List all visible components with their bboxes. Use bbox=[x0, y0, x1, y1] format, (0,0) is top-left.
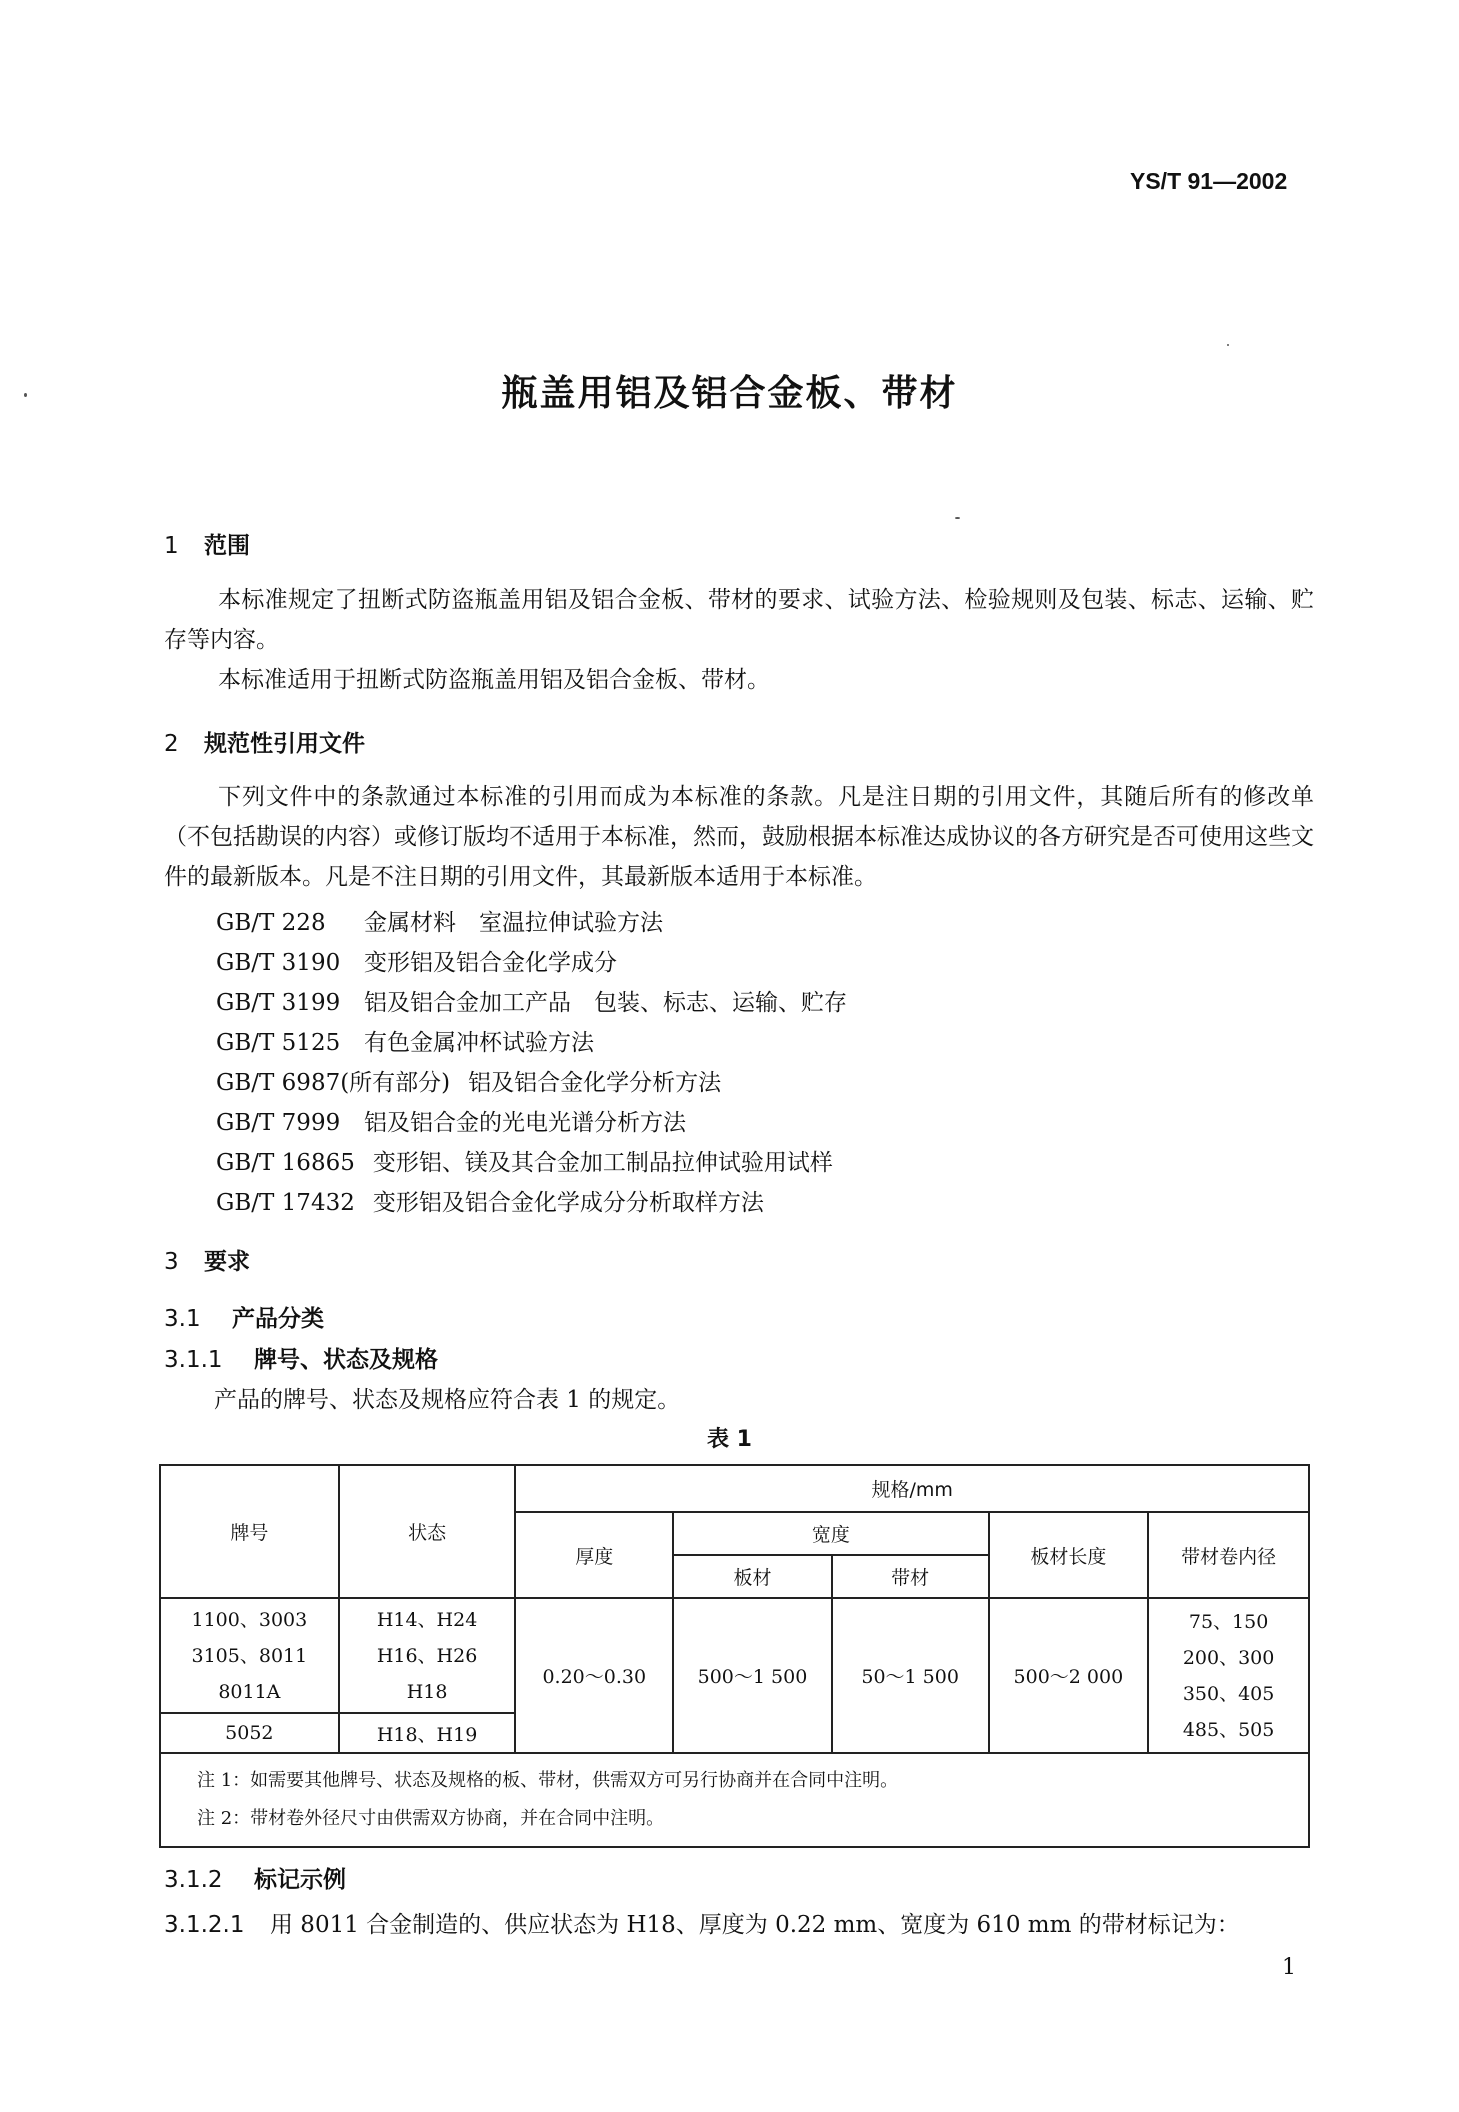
reference-code: GB/T 16865 bbox=[216, 1150, 355, 1176]
section-1-paragraph-1: 本标准规定了扭断式防盗瓶盖用铝及铝合金板、带材的要求、试验方法、检验规则及包装、标志、运输、贮存等内容。 bbox=[164, 587, 1314, 653]
section-number: 3.1 bbox=[164, 1306, 201, 1332]
reference-title: 变形铝及铝合金化学成分分析取样方法 bbox=[372, 1190, 764, 1216]
reference-title: 铝及铝合金的光电光谱分析方法 bbox=[364, 1110, 686, 1136]
reference-title: 变形铝、镁及其合金加工制品拉伸试验用试样 bbox=[372, 1150, 833, 1176]
header-coil-inner-diameter: 带材卷内径 bbox=[1148, 1512, 1309, 1598]
section-number: 3.1.2.1 bbox=[164, 1912, 245, 1938]
temper-value: H18 bbox=[406, 1680, 448, 1703]
reference-title: 有色金属冲杯试验方法 bbox=[364, 1030, 594, 1056]
reference-item bbox=[216, 1144, 833, 1177]
header-plate: 板材 bbox=[673, 1555, 832, 1598]
header-spec: 规格/mm bbox=[515, 1465, 1309, 1512]
header-plate-length: 板材长度 bbox=[989, 1512, 1149, 1598]
temper-cell bbox=[339, 1598, 516, 1713]
reference-item bbox=[216, 944, 617, 977]
section-number: 1 bbox=[164, 533, 179, 559]
reference-title: 变形铝及铝合金化学成分 bbox=[364, 950, 617, 976]
spec-table bbox=[159, 1464, 1310, 1848]
grade-value: 8011A bbox=[218, 1680, 281, 1703]
section-2-heading bbox=[164, 725, 365, 758]
reference-title: 铝及铝合金化学分析方法 bbox=[468, 1070, 722, 1096]
section-title: 标记示例 bbox=[254, 1867, 346, 1893]
table-caption: 表 1 bbox=[707, 1427, 752, 1452]
strip-width-cell: 50～1 500 bbox=[832, 1598, 989, 1753]
reference-code: GB/T 3199 bbox=[216, 990, 341, 1016]
section-1-heading bbox=[164, 527, 250, 560]
scan-speck bbox=[24, 393, 27, 397]
temper-value: H14、H24 bbox=[376, 1608, 478, 1631]
section-title: 牌号、状态及规格 bbox=[254, 1347, 438, 1373]
section-3-1-1-heading bbox=[164, 1341, 438, 1374]
temper-value: H16、H26 bbox=[376, 1644, 478, 1667]
reference-code: GB/T 7999 bbox=[216, 1110, 341, 1136]
grade-value: 3105、8011 bbox=[191, 1644, 308, 1667]
coil-id-value: 75、150 bbox=[1188, 1610, 1269, 1633]
section-1-paragraph-2: 本标准适用于扭断式防盗瓶盖用铝及铝合金板、带材。 bbox=[218, 667, 770, 693]
section-number: 2 bbox=[164, 731, 179, 757]
section-text: 用 8011 合金制造的、供应状态为 H18、厚度为 0.22 mm、宽度为 610 mm 的带材标记为： bbox=[270, 1912, 1240, 1938]
reference-code: GB/T 17432 bbox=[216, 1190, 355, 1216]
reference-item bbox=[216, 984, 847, 1017]
section-3-1-2-heading bbox=[164, 1861, 346, 1894]
section-number: 3.1.2 bbox=[164, 1867, 223, 1893]
scan-speck bbox=[1227, 344, 1229, 346]
section-3-heading bbox=[164, 1243, 250, 1276]
plate-length-cell: 500～2 000 bbox=[989, 1598, 1149, 1753]
reference-item bbox=[216, 1024, 594, 1057]
coil-id-value: 350、405 bbox=[1182, 1682, 1275, 1705]
header-strip: 带材 bbox=[832, 1555, 989, 1598]
section-title: 规范性引用文件 bbox=[204, 731, 365, 757]
section-title: 要求 bbox=[204, 1249, 250, 1275]
standard-code: YS/T 91—2002 bbox=[1130, 168, 1288, 194]
page-number: 1 bbox=[1282, 1955, 1296, 1980]
header-thickness: 厚度 bbox=[515, 1512, 673, 1598]
coil-id-value: 485、505 bbox=[1182, 1718, 1275, 1741]
temper-cell: H18、H19 bbox=[339, 1713, 516, 1753]
scan-speck bbox=[955, 517, 960, 519]
header-grade: 牌号 bbox=[160, 1465, 339, 1598]
grade-value: 1100、3003 bbox=[191, 1608, 308, 1631]
section-number: 3 bbox=[164, 1249, 179, 1275]
grade-cell bbox=[160, 1598, 339, 1713]
section-3-1-1-text: 产品的牌号、状态及规格应符合表 1 的规定。 bbox=[214, 1387, 681, 1413]
reference-code: GB/T 228 bbox=[216, 910, 326, 936]
reference-code: GB/T 6987(所有部分) bbox=[216, 1070, 451, 1096]
document-title: 瓶盖用铝及铝合金板、带材 bbox=[501, 373, 958, 414]
reference-item bbox=[216, 904, 663, 937]
coil-id-value: 200、300 bbox=[1182, 1646, 1275, 1669]
section-number: 3.1.1 bbox=[164, 1347, 223, 1373]
reference-title: 金属材料 室温拉伸试验方法 bbox=[364, 910, 663, 936]
plate-width-cell: 500～1 500 bbox=[673, 1598, 832, 1753]
grade-cell: 5052 bbox=[160, 1713, 339, 1753]
reference-code: GB/T 5125 bbox=[216, 1030, 341, 1056]
reference-title: 铝及铝合金加工产品 包装、标志、运输、贮存 bbox=[364, 990, 847, 1016]
reference-item bbox=[216, 1064, 721, 1097]
section-title: 产品分类 bbox=[232, 1306, 324, 1332]
table-note: 注 2：带材卷外径尺寸由供需双方协商，并在合同中注明。 bbox=[197, 1808, 665, 1829]
header-temper: 状态 bbox=[339, 1465, 516, 1598]
header-width: 宽度 bbox=[673, 1512, 988, 1555]
reference-item bbox=[216, 1184, 764, 1217]
thickness-cell: 0.20～0.30 bbox=[515, 1598, 673, 1753]
reference-code: GB/T 3190 bbox=[216, 950, 341, 976]
section-title: 范围 bbox=[204, 533, 250, 559]
table-note: 注 1：如需要其他牌号、状态及规格的板、带材，供需双方可另行协商并在合同中注明。 bbox=[197, 1770, 899, 1791]
coil-inner-diameter-cell bbox=[1148, 1598, 1309, 1753]
table-notes bbox=[160, 1753, 1309, 1847]
section-3-1-2-1-text bbox=[164, 1906, 1240, 1939]
section-2-paragraph-1: 下列文件中的条款通过本标准的引用而成为本标准的条款。凡是注日期的引用文件，其随后所有的修改单（不包括勘误的内容）或修订版均不适用于本标准，然而，鼓励根据本标准达成协议的各方研究是否可使用这些文件的最新版本。凡是不注日期的引用文件，其最新版本适用于本标准。 bbox=[164, 784, 1314, 890]
reference-item bbox=[216, 1104, 686, 1137]
section-3-1-heading bbox=[164, 1300, 324, 1333]
